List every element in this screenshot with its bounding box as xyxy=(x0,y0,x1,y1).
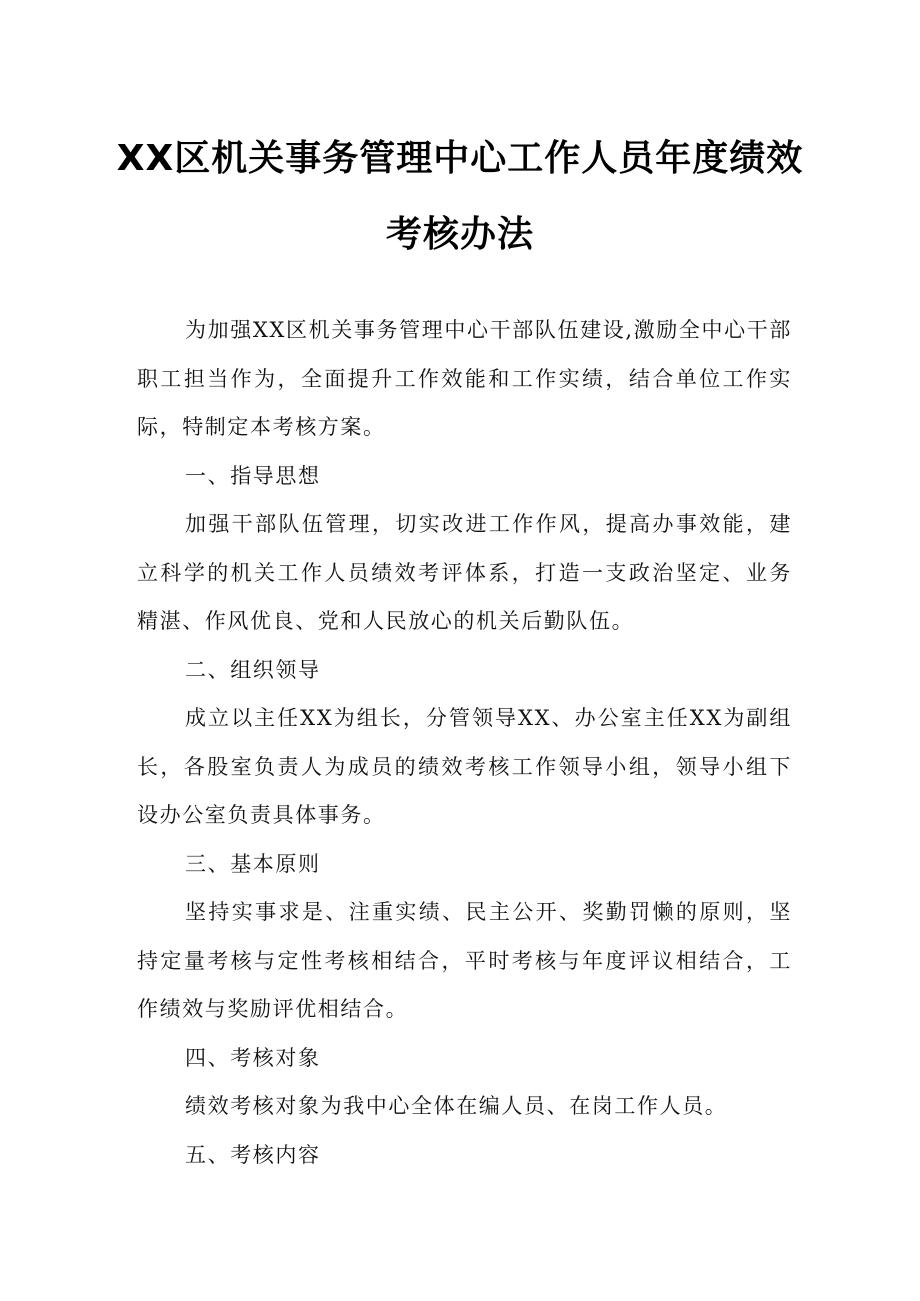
section-text-guiding-ideology: 加强干部队伍管理，切实改进工作作风，提高办事效能，建立科学的机关工作人员绩效考评体系，打造一支政治坚定、业务精湛、作风优良、党和人民放心的机关后勤队伍。 xyxy=(137,512,792,633)
section-heading-assessment-targets: 四、考核对象 xyxy=(185,1045,321,1070)
section-text-assessment-targets: 绩效考核对象为我中心全体在编人员、在岗工作人员。 xyxy=(185,1094,728,1118)
document-body xyxy=(137,306,792,1179)
document-title-line-1: XX区机关事务管理中心工作人员年度绩效 xyxy=(116,138,804,179)
document-title-line-2: 考核办法 xyxy=(385,214,534,255)
section-text-organization: 成立以主任XX为组长，分管领导XX、办公室主任XX为副组长，各股室负责人为成员的绩效考核工作领导小组，领导小组下设办公室负责具体事务。 xyxy=(137,706,792,827)
section-heading-organization: 二、组织领导 xyxy=(185,657,321,682)
section-heading-assessment-content: 五、考核内容 xyxy=(185,1142,321,1167)
section-heading-guiding-ideology: 一、指导思想 xyxy=(185,463,321,488)
section-heading-principles: 三、基本原则 xyxy=(185,851,321,876)
section-text-principles: 坚持实事求是、注重实绩、民主公开、奖勤罚懒的原则，坚持定量考核与定性考核相结合，平时考核与年度评议相结合，工作绩效与奖励评优相结合。 xyxy=(137,900,792,1021)
intro-paragraph: 为加强XX区机关事务管理中心干部队伍建设,激励全中心干部职工担当作为，全面提升工作效能和工作实绩，结合单位工作实际，特制定本考核方案。 xyxy=(137,318,792,439)
